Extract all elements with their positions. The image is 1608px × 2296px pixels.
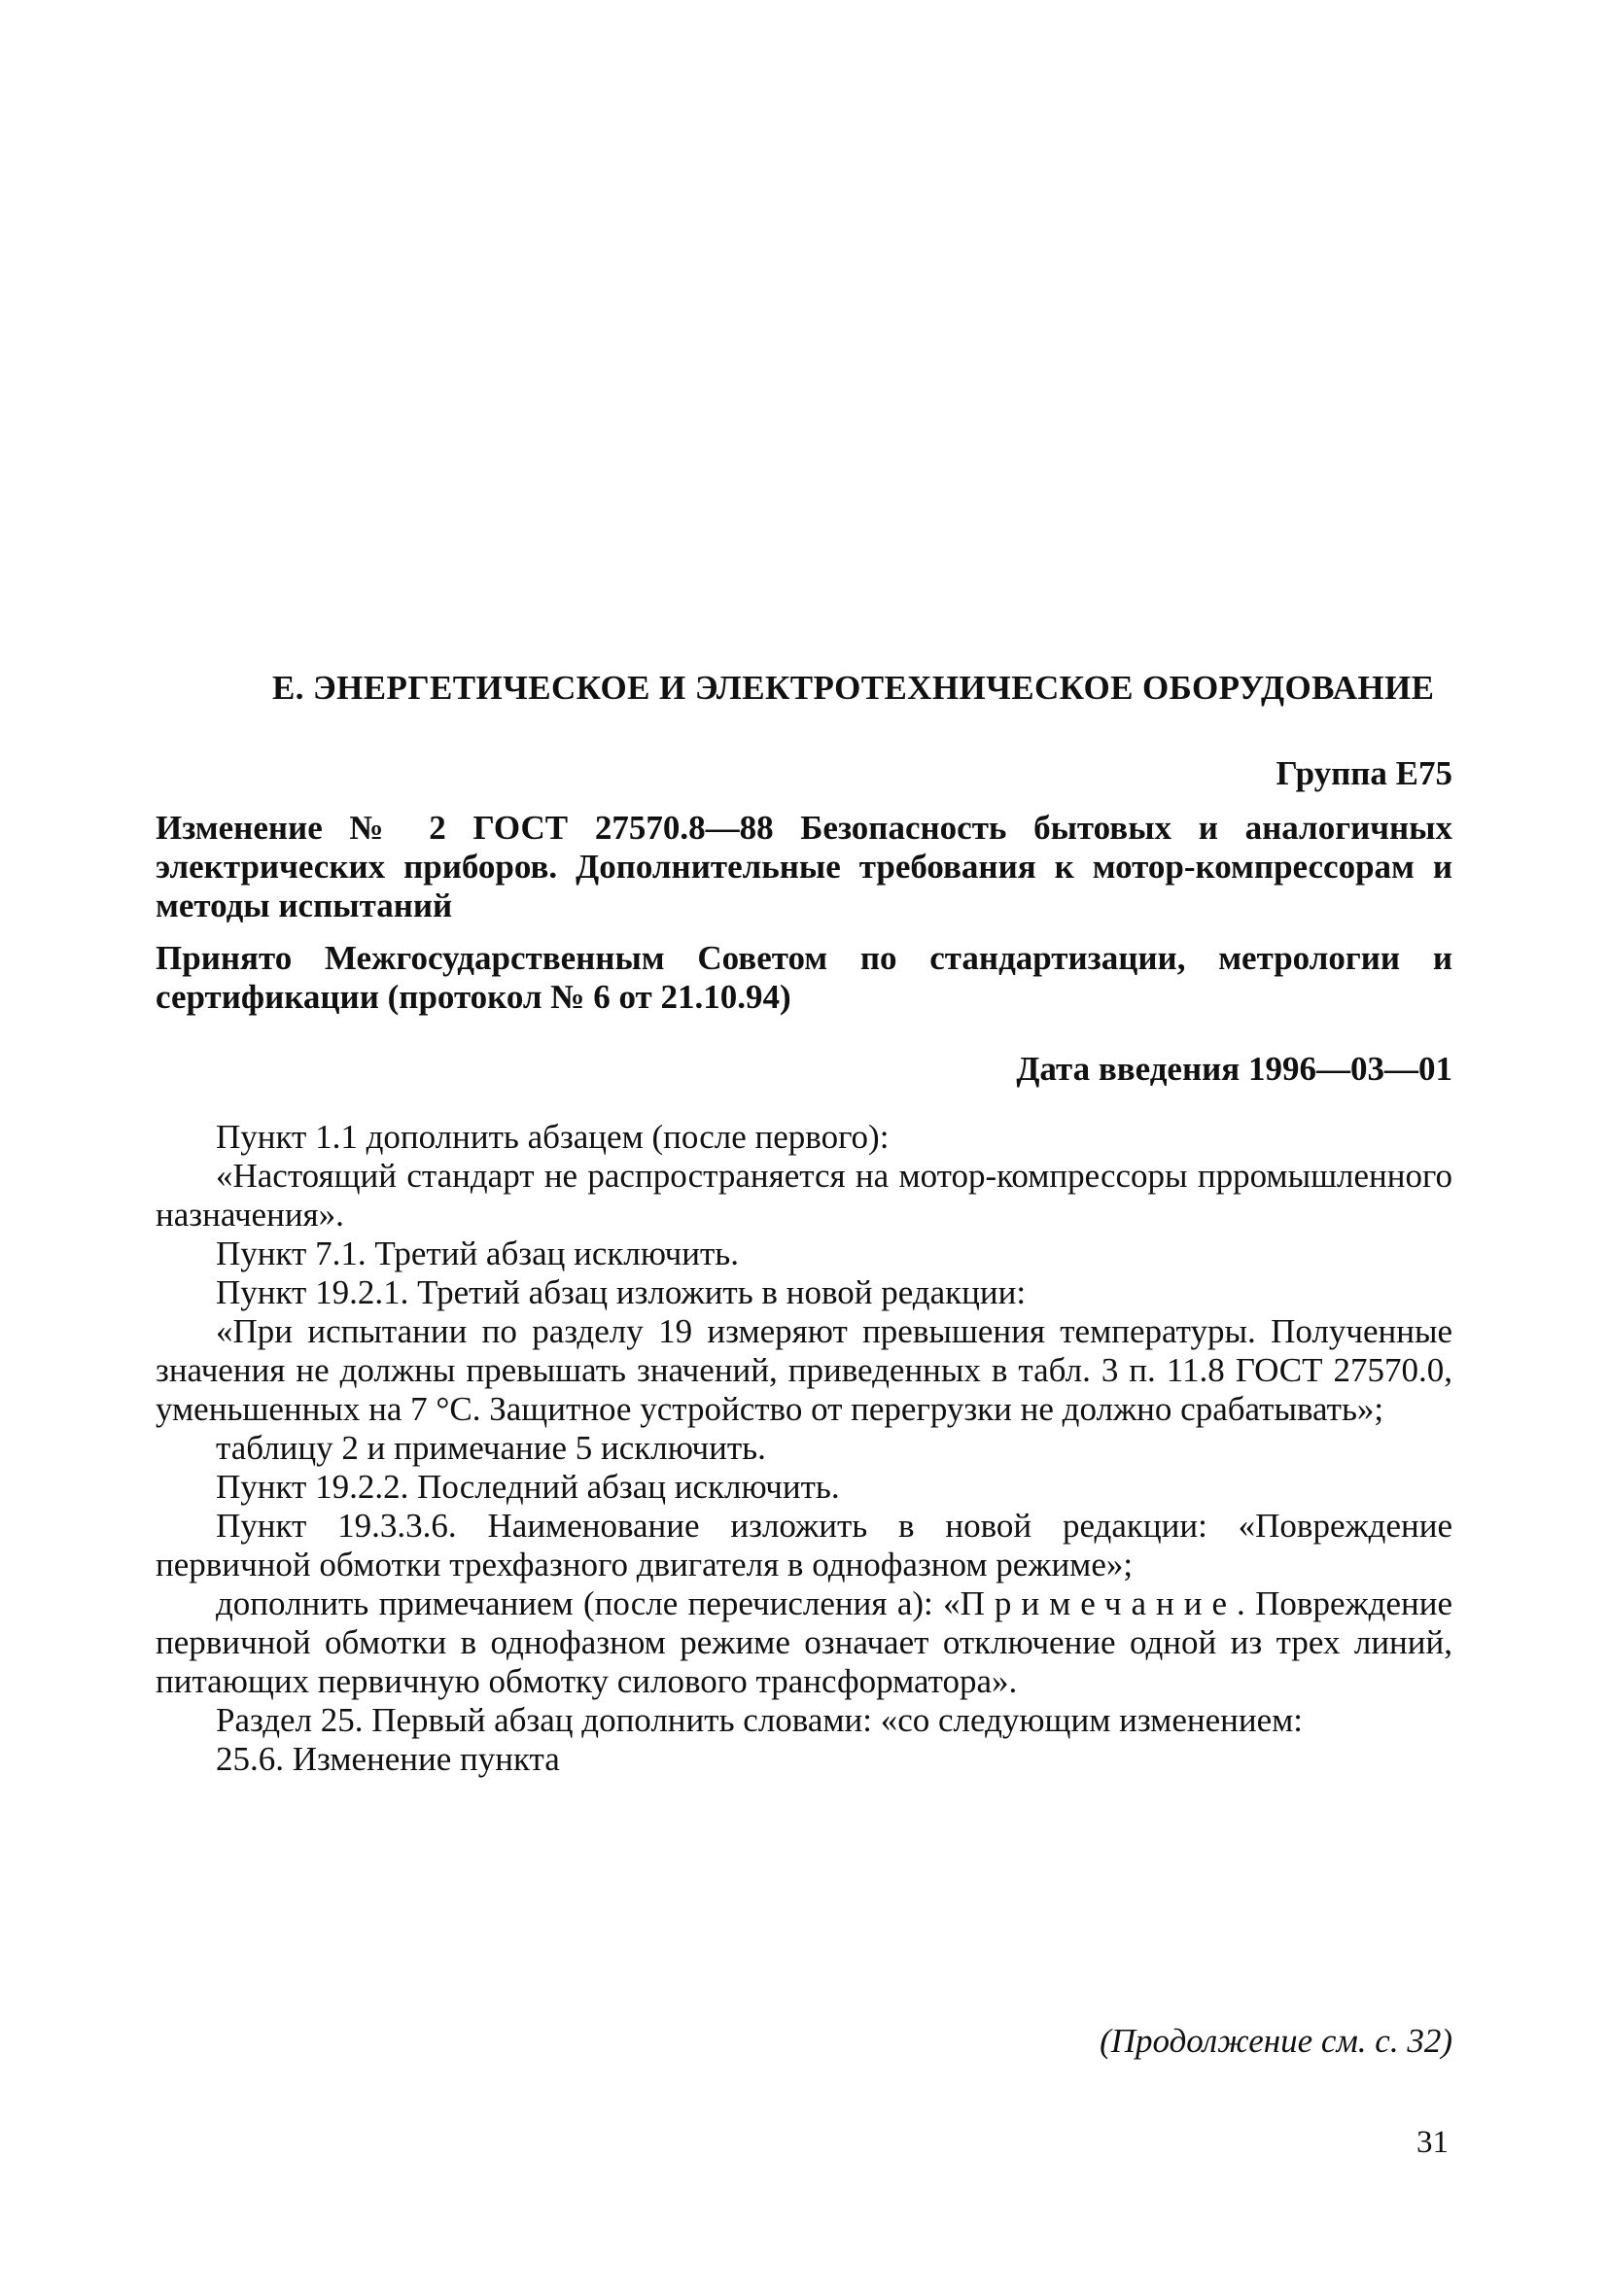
paragraph: «При испытании по разделу 19 измеряют превышения температуры. Полученные значения не должны превышать значений, приведенных в табл. 3 п. 11.8 ГОСТ 27570.0, уменьшенных на 7 °С. Защитное устройство от перегрузки не должно срабатывать»; xyxy=(156,1312,1452,1428)
paragraph: Пункт 1.1 дополнить абзацем (после первого): xyxy=(216,1118,890,1156)
paragraph: Пункт 19.2.1. Третий абзац изложить в новой редакции: xyxy=(216,1273,1027,1311)
change-title: Изменение № 2 ГОСТ 27570.8—88 Безопасность бытовых и аналогичных электрических приборов. Дополнительные требования к мотор-компрессорам и методы испытаний xyxy=(156,809,1452,924)
adoption-statement: Принято Межгосударственным Советом по стандартизации, метрологии и сертификации (протокол № 6 от 21.10.94) xyxy=(156,939,1452,1016)
note-prefix: дополнить примечанием (после перечисления а): « xyxy=(216,1584,961,1622)
page-number: 31 xyxy=(1416,2125,1449,2160)
paragraph: 25.6. Изменение пункта xyxy=(216,1740,560,1778)
note-text: . Повреждение первичной обмотки в однофазном режиме означает отключение одной из трех линий, питающих первичную обмотку силового трансформатора». xyxy=(156,1584,1452,1700)
paragraph: таблицу 2 и примечание 5 исключить. xyxy=(216,1429,766,1467)
paragraph: Пункт 7.1. Третий абзац исключить. xyxy=(216,1235,740,1272)
paragraph: Пункт 19.2.2. Последний абзац исключить. xyxy=(216,1468,840,1506)
paragraph: «Настоящий стандарт не распространяется на мотор-компрессоры прромышленного назначения». xyxy=(156,1157,1452,1234)
section-title: Е. ЭНЕРГЕТИЧЕСКОЕ И ЭЛЕКТРОТЕХНИЧЕСКОЕ ОБОРУДОВАНИЕ xyxy=(272,669,1435,707)
introduction-date: Дата введения 1996—03—01 xyxy=(1016,1050,1452,1088)
continuation-note: (Продолжение см. с. 32) xyxy=(1100,2022,1452,2060)
paragraph: Раздел 25. Первый абзац дополнить словами: «со следующим изменением: xyxy=(216,1701,1304,1739)
note-paragraph xyxy=(156,1584,1452,1701)
body-text xyxy=(156,1118,1452,1779)
group-code: Группа Е75 xyxy=(1276,754,1452,792)
paragraph: Пункт 19.3.3.6. Наименование изложить в новой редакции: «Повреждение первичной обмотки трехфазного двигателя в однофазном режиме»; xyxy=(156,1507,1452,1583)
note-word: Примечание xyxy=(960,1584,1238,1622)
